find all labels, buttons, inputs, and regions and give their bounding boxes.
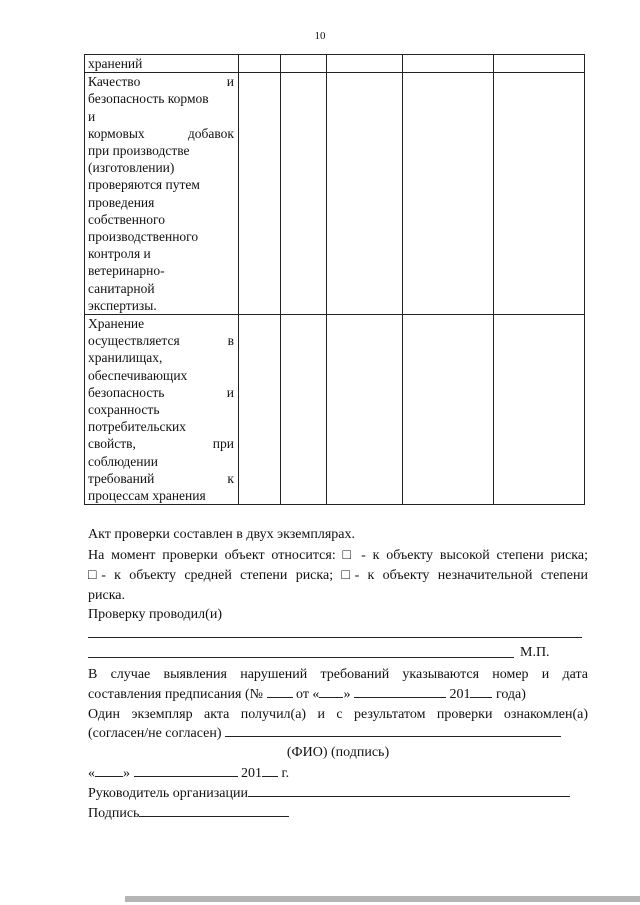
requirement-line: потребительских [88,419,187,435]
date-line [88,763,588,784]
inspector-label: Проверку проводил(и) [88,607,222,622]
violation-text: » [343,687,351,702]
answer-cell[interactable] [281,315,327,505]
requirement-line: требований к [88,470,234,486]
violation-text: 201 [449,687,471,702]
risk-category-line: □- к объекту средней степени риска; □- к объекту незначительной степени [88,568,588,583]
date-text: « [88,766,95,781]
requirement-line: при производстве [88,143,190,159]
requirement-line: безопасность и [88,384,234,400]
requirement-line: и [88,108,96,124]
answer-cell[interactable] [403,55,494,73]
requirement-line: проведения [88,194,155,210]
page-number: 10 [314,30,326,42]
violation-text-line [88,684,588,705]
acknowledgement-line: Один экземпляр акта получил(а) и с результатом проверки ознакомлен(а) [88,707,588,722]
answer-cell[interactable] [494,315,585,505]
requirement-line: проверяются путем [88,177,200,193]
date-year-field[interactable] [262,763,278,777]
requirement-line: безопасность кормов [88,91,209,107]
requirement-line: (изготовлении) [88,160,175,176]
violation-text: составления предписания (№ [88,687,263,702]
requirement-line: хранений [88,56,143,71]
requirement-line: обеспечивающих [88,367,188,383]
risk-category-line: риска. [88,588,126,603]
requirement-line: свойств, при [88,436,234,452]
head-line [88,783,588,804]
prescription-number-field[interactable] [267,684,293,698]
answer-cell[interactable] [403,73,494,315]
answer-cell[interactable] [239,73,281,315]
agreement-field[interactable] [225,723,561,737]
requirement-cell [85,73,239,315]
requirement-line: процессам хранения [88,488,206,504]
date-day-field[interactable] [95,763,123,777]
answer-cell[interactable] [494,73,585,315]
answer-cell[interactable] [239,55,281,73]
acknowledgement-line [88,723,588,744]
date-text: г. [281,766,290,781]
signature-field[interactable] [139,803,289,817]
date-text: » [123,766,130,781]
head-label: Руководитель организации [88,786,248,801]
violation-text: от « [296,687,320,702]
requirement-line: осуществляется в [88,333,234,349]
requirement-line: контроля и [88,246,151,262]
answer-cell[interactable] [281,55,327,73]
table-row [85,55,585,73]
date-month-field[interactable] [134,763,238,777]
answer-cell[interactable] [239,315,281,505]
inspector-name-line[interactable] [88,637,582,638]
date-text: 201 [241,766,262,781]
signature-label: Подпись [88,806,140,821]
requirement-line: Хранение [88,316,145,332]
requirement-line: хранилищах, [88,350,163,366]
requirement-line: ветеринарно- [88,263,165,279]
requirement-line: Качество и [88,74,234,90]
table-row [85,315,585,505]
requirement-cell [85,315,239,505]
requirement-line: кормовых добавок [88,125,234,141]
table-row [85,73,585,315]
requirement-line: производственного [88,229,199,245]
requirement-line: соблюдении [88,453,158,469]
stamp-label: М.П. [520,645,550,660]
head-name-field[interactable] [248,783,570,797]
requirement-line: санитарной [88,280,155,296]
requirement-line: собственного [88,211,165,227]
prescription-month-field[interactable] [354,684,446,698]
fio-caption: (ФИО) (подпись) [286,745,390,760]
prescription-day-field[interactable] [319,684,343,698]
answer-cell[interactable] [327,315,403,505]
answer-cell[interactable] [327,73,403,315]
violation-text: года) [495,687,526,702]
inspector-signature-line[interactable] [88,657,514,658]
signature-line [88,803,588,824]
answer-cell[interactable] [327,55,403,73]
agreement-label: (согласен/не согласен) [88,726,222,741]
answer-cell[interactable] [281,73,327,315]
answer-cell[interactable] [403,315,494,505]
scan-edge [125,896,640,902]
prescription-year-field[interactable] [470,684,492,698]
requirement-line: экспертизы. [88,297,157,313]
requirement-line: сохранность [88,402,160,418]
violation-text-line: В случае выявления нарушений требований указываются номер и дата [88,667,588,682]
requirement-cell [85,55,239,73]
copies-statement: Акт проверки составлен в двух экземплярах. [88,527,355,542]
answer-cell[interactable] [494,55,585,73]
inspection-table [84,54,585,505]
risk-category-line: На момент проверки объект относится: □ - к объекту высокой степени риска; [88,548,588,563]
